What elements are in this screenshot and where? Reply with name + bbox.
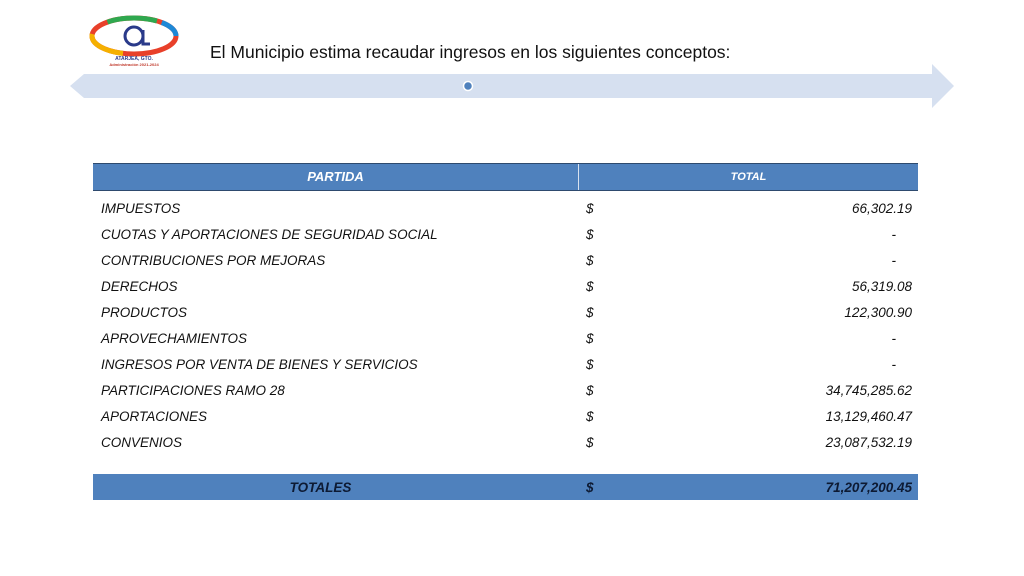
table-row xyxy=(93,195,918,221)
row-amount: - xyxy=(891,330,896,346)
row-label: INGRESOS POR VENTA DE BIENES Y SERVICIOS xyxy=(101,356,418,372)
row-amount: 13,129,460.47 xyxy=(825,408,912,424)
row-label: PRODUCTOS xyxy=(101,304,188,320)
row-label: CUOTAS Y APORTACIONES DE SEGURIDAD SOCIAL xyxy=(101,226,438,242)
row-currency: $ xyxy=(586,330,594,346)
row-amount: 34,745,285.62 xyxy=(825,382,912,398)
revenue-table xyxy=(93,163,918,455)
row-amount: - xyxy=(891,356,896,372)
row-currency: $ xyxy=(586,252,594,268)
table-row xyxy=(93,377,918,403)
totals-currency: $ xyxy=(586,479,594,495)
row-currency: $ xyxy=(586,278,594,294)
row-currency: $ xyxy=(586,382,594,398)
timeline-arrow xyxy=(70,62,960,110)
row-currency: $ xyxy=(586,434,594,450)
totals-row xyxy=(93,474,918,500)
table-row xyxy=(93,351,918,377)
row-currency: $ xyxy=(586,356,594,372)
row-label: PARTICIPACIONES RAMO 28 xyxy=(101,382,285,398)
row-label: APORTACIONES xyxy=(101,408,208,424)
row-amount: - xyxy=(891,252,896,268)
header-total: TOTAL xyxy=(730,171,767,183)
timeline-dot xyxy=(464,82,473,91)
row-amount: 66,302.19 xyxy=(851,200,912,216)
table-row xyxy=(93,299,918,325)
logo-caption: ATARJEA, GTO. Administración 2021-2024 xyxy=(109,56,159,67)
table-row xyxy=(93,403,918,429)
row-label: CONTRIBUCIONES POR MEJORAS xyxy=(101,252,326,268)
table-row xyxy=(93,429,918,455)
row-amount: 122,300.90 xyxy=(844,304,912,320)
row-currency: $ xyxy=(586,408,594,424)
row-currency: $ xyxy=(586,304,594,320)
row-label: CONVENIOS xyxy=(101,434,183,450)
row-amount: - xyxy=(891,226,896,242)
header-partida: PARTIDA xyxy=(93,164,579,190)
row-amount: 23,087,532.19 xyxy=(825,434,912,450)
row-currency: $ xyxy=(586,226,594,242)
table-header xyxy=(93,163,918,191)
row-amount: 56,319.08 xyxy=(851,278,912,294)
row-label: APROVECHAMIENTOS xyxy=(101,330,248,346)
row-currency: $ xyxy=(586,200,594,216)
row-label: DERECHOS xyxy=(101,278,178,294)
totals-label: TOTALES xyxy=(289,479,352,495)
table-row xyxy=(93,247,918,273)
table-body xyxy=(93,195,918,455)
slide-title: El Municipio estima recaudar ingresos en los siguientes conceptos: xyxy=(210,42,731,62)
row-label: IMPUESTOS xyxy=(101,200,181,216)
totals-amount: 71,207,200.45 xyxy=(825,479,912,495)
table-row xyxy=(93,273,918,299)
table-row xyxy=(93,325,918,351)
table-row xyxy=(93,221,918,247)
